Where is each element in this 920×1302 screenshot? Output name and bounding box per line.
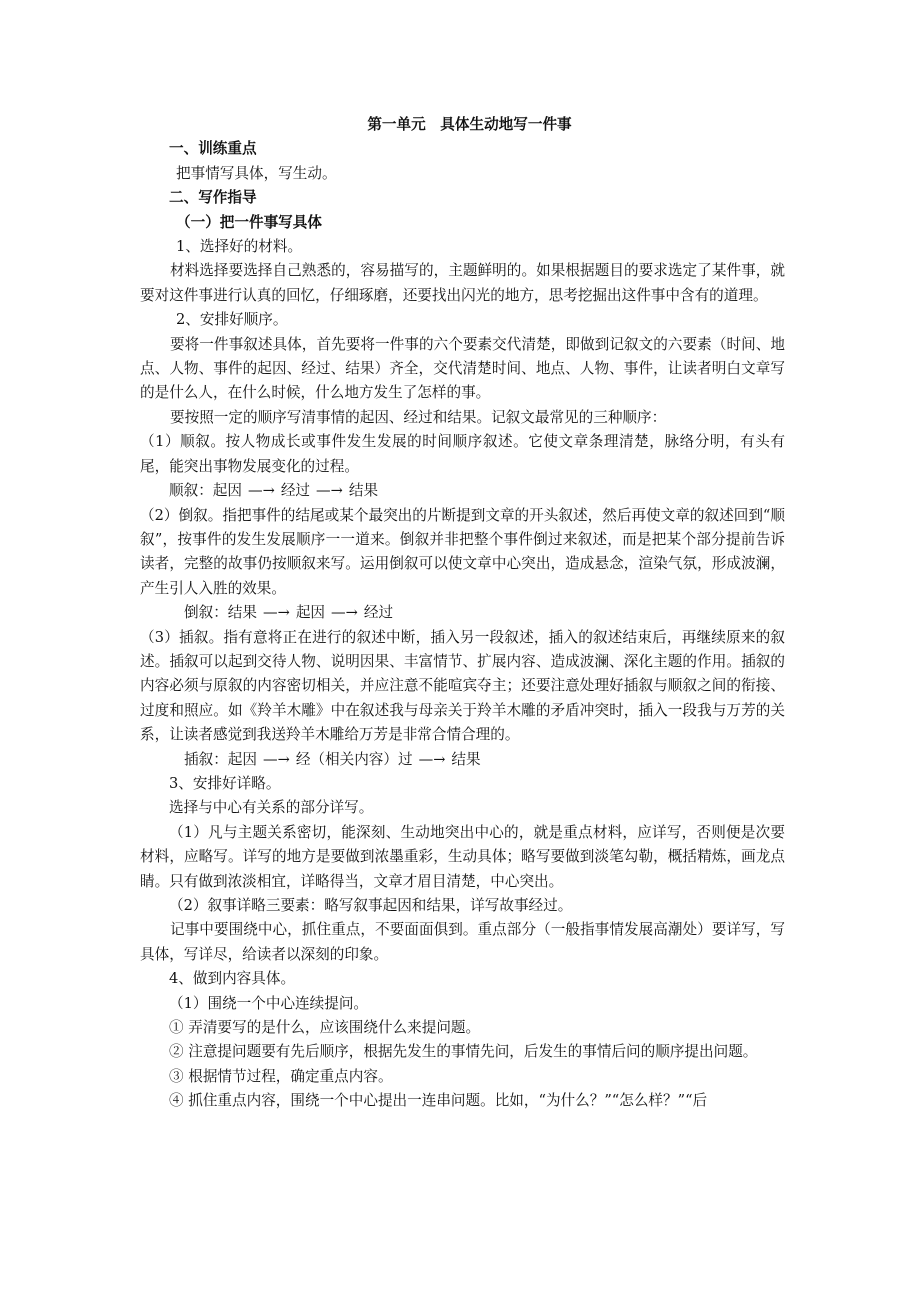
paragraph-flashback: （2）倒叙。指把事件的结尾或某个最突出的片断提到文章的开头叙述，然后再使文章的叙述回到“顺叙”，按事件的发生发展顺序一一道来。倒叙并非把整个事件倒过来叙述，而是把某个部分提前告诉读者，完整的故事仍按顺叙来写。运用倒叙可以使文章中心突出，造成悬念，渲染气氛，形成波澜，产生引人入胜的效果。 — [140, 506, 785, 597]
flow-interpolation — [140, 748, 785, 772]
flow-step: 起因 — [295, 604, 326, 622]
paragraph-six-elements: 要将一件事叙述具体，首先要将一件事的六个要素交代清楚，即做到记叙文的六要素（时间、地点、人物、事件的起因、经过、结果）齐全，交代清楚时间、地点、人物、事件，让读者明白文章写的是什么人，在什么时候，什么地方发生了怎样的事。 — [140, 335, 785, 402]
section-heading-writing-guide: 二、写作指导 — [169, 189, 257, 207]
flow-step: 结果 — [451, 750, 481, 768]
flow-chronological — [140, 479, 785, 503]
item-heading-detail-balance: 3、安排好详略。 — [169, 774, 281, 792]
flow-step: 经（相关内容）过 — [295, 750, 413, 768]
list-item-step-2: ② 注意提问题要有先后顺序，根据先发生的事情先问，后发生的事情后问的顺序提出问题。 — [169, 1043, 758, 1061]
flow-step: 起因 — [212, 482, 242, 500]
paragraph-detail-rule-1: （1）凡与主题关系密切，能深刻、生动地突出中心的，就是重点材料，应详写，否则便是次要材料，应略写。详写的地方是要做到浓墨重彩，生动具体；略写要做到淡笔勾勒，概括精炼，画龙点睛。只有做到浓淡相宜，详略得当，文章才眉目清楚，中心突出。 — [140, 823, 785, 890]
flow-step: 结果 — [227, 604, 257, 622]
paragraph-focus-center: 记事中要围绕中心，抓住重点，不要面面俱到。重点部分（一般指事情发展高潮处）要详写，写具体，写详尽，给读者以深刻的印象。 — [140, 921, 785, 963]
paragraph-detail-choice: 选择与中心有关系的部分详写。 — [169, 799, 374, 817]
list-item-step-4: ④ 抓住重点内容，围绕一个中心提出一连串问题。比如，“为什么？”“怎么样？”“后 — [169, 1092, 708, 1110]
arrow-icon: —→ — [316, 482, 343, 500]
flow-label: 插叙： — [184, 750, 228, 768]
arrow-icon: —→ — [331, 604, 358, 622]
flow-step: 结果 — [348, 482, 379, 500]
paragraph-choose-material: 材料选择要选择自己熟悉的，容易描写的，主题鲜明的。如果根据题目的要求选定了某件事，就要对这件事进行认真的回忆，仔细琢磨，还要找出闪光的地方，思考挖掘出这件事中含有的道理。 — [140, 262, 785, 304]
item-heading-choose-material: 1、选择好的材料。 — [176, 238, 303, 256]
paragraph-chronological-order: （1）顺叙。按人物成长或事件发生发展的时间顺序叙述。它使文章条理清楚，脉络分明，有头有尾，能突出事物发展变化的过程。 — [140, 433, 785, 475]
section-heading-training-focus: 一、训练重点 — [169, 140, 257, 158]
paragraph-interpolation: （3）插叙。指有意将正在进行的叙述中断，插入另一段叙述，插入的叙述结束后，再继续原来的叙述。插叙可以起到交待人物、说明因果、丰富情节、扩展内容、造成波澜、深化主题的作用。插叙的内容必须与原叙的内容密切相关，并应注意不能喧宾夺主；还要注意处理好插叙与顺叙之间的衔接、过度和照应。如《羚羊木雕》中在叙述我与母亲关于羚羊木雕的矛盾冲突时，插入一段我与万芳的关系，让读者感觉到我送羚羊木雕给万芳是非常合情合理的。 — [140, 628, 785, 744]
item-heading-arrange-order: 2、安排好顺序。 — [176, 311, 288, 329]
arrow-icon: —→ — [263, 750, 290, 768]
paragraph-continuous-questions: （1）围绕一个中心连续提问。 — [169, 994, 369, 1012]
section-body-training-focus: 把事情写具体，写生动。 — [176, 164, 337, 182]
subsection-heading-write-concretely: （一）把一件事写具体 — [176, 213, 322, 231]
flow-flashback — [140, 601, 785, 625]
arrow-icon: —→ — [418, 750, 446, 768]
flow-label: 倒叙： — [184, 604, 228, 622]
flow-step: 经过 — [363, 604, 394, 622]
paragraph-three-orders: 要按照一定的顺序写清事情的起因、经过和结果。记叙文最常见的三种顺序： — [170, 408, 667, 426]
arrow-icon: —→ — [263, 604, 290, 622]
flow-label: 顺叙： — [169, 482, 213, 500]
item-heading-concrete-content: 4、做到内容具体。 — [169, 970, 296, 988]
flow-step: 起因 — [227, 750, 257, 768]
paragraph-detail-rule-2: （2）叙事详略三要素：略写叙事起因和结果，详写故事经过。 — [169, 897, 573, 914]
arrow-icon: —→ — [248, 482, 275, 500]
flow-step: 经过 — [280, 482, 311, 500]
page-title: 第一单元 具体生动地写一件事 — [367, 116, 572, 133]
document-body — [140, 113, 785, 1114]
list-item-step-3: ③ 根据情节过程，确定重点内容。 — [169, 1067, 393, 1085]
list-item-step-1: ① 弄清要写的是什么，应该围绕什么来提问题。 — [169, 1019, 481, 1037]
